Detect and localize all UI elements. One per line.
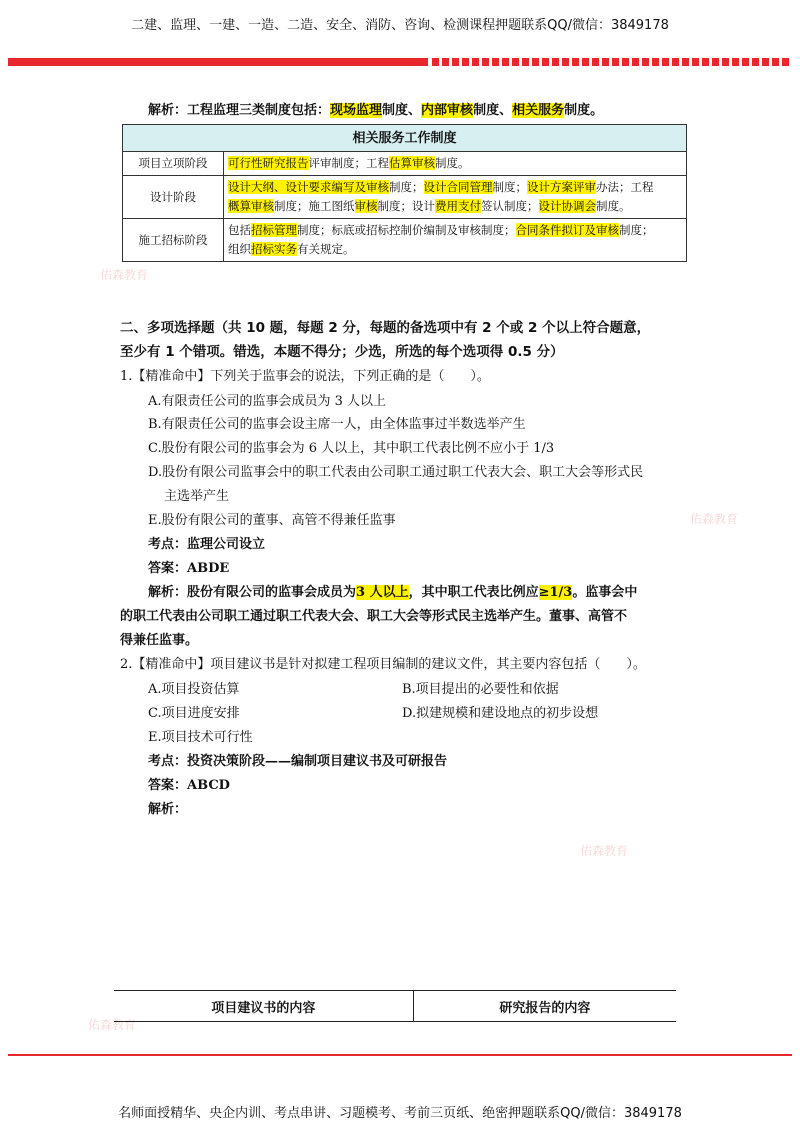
analysis-top: 解析：工程监理三类制度包括：现场监理制度、内部审核制度、相关服务制度。 xyxy=(148,103,604,118)
option-a: A.项目投资估算 xyxy=(148,682,240,697)
page-footer: 名师面授精华、央企内训、考点串讲、习题模考、考前三页纸、绝密押题联系QQ/微信：3849178 xyxy=(118,1106,682,1121)
row-content: 设计大纲、设计要求编写及审核制度；设计合同管理制度；设计方案评审办法；工程 概算审核制度；施工图纸审核制度；设计费用支付签认制度；设计协调会制度。 xyxy=(224,176,687,219)
analysis: 解析： xyxy=(148,802,188,817)
table-header-cell: 研究报告的内容 xyxy=(413,991,676,1022)
watermark-logo: 佑森教育 xyxy=(690,512,739,526)
row-label: 设计阶段 xyxy=(123,176,224,219)
table-row xyxy=(123,219,687,262)
row-label: 项目立项阶段 xyxy=(123,152,224,176)
answer: 答案：ABCD xyxy=(148,778,230,793)
question-stem: 2.【精准命中】项目建议书是针对拟建工程项目编制的建议文件，其主要内容包括（ ）。 xyxy=(120,657,646,672)
table-row xyxy=(123,152,687,176)
row-content: 可行性研究报告评审制度；工程估算审核制度。 xyxy=(224,152,687,176)
option-e: E.项目技术可行性 xyxy=(148,730,253,745)
table-title: 相关服务工作制度 xyxy=(123,125,687,152)
header-divider xyxy=(8,58,792,66)
row-label: 施工招标阶段 xyxy=(123,219,224,262)
option-d-cont: 主选举产生 xyxy=(164,489,230,504)
option-d: D.股份有限公司监事会中的职工代表由公司职工通过职工代表大会、职工大会等形式民 xyxy=(148,465,644,480)
watermark-logo: 佑森教育 xyxy=(580,844,629,858)
table-row xyxy=(123,176,687,219)
exam-point: 考点：监理公司设立 xyxy=(148,537,266,552)
option-c: C.股份有限公司的监事会为 6 人以上，其中职工代表比例不应小于 1/3 xyxy=(148,441,555,456)
row-content: 包括招标管理制度；标底或招标控制价编制及审核制度；合同条件拟订及审核制度； 组织招标实务有关规定。 xyxy=(224,219,687,262)
related-services-table xyxy=(122,124,687,262)
analysis-cont: 得兼任监事。 xyxy=(120,633,199,648)
option-b: B.有限责任公司的监事会设主席一人，由全体监事过半数选举产生 xyxy=(148,417,526,432)
page-header: 二建、监理、一建、一造、二造、安全、消防、咨询、检测课程押题联系QQ/微信：3849178 xyxy=(131,18,669,33)
comparison-table xyxy=(114,990,676,1022)
footer-divider xyxy=(8,1054,792,1062)
exam-point: 考点：投资决策阶段——编制项目建议书及可研报告 xyxy=(148,754,448,769)
question-stem: 1.【精准命中】下列关于监事会的说法，下列正确的是（ ）。 xyxy=(120,369,490,384)
option-c: C.项目进度安排 xyxy=(148,706,240,721)
option-a: A.有限责任公司的监事会成员为 3 人以上 xyxy=(148,394,387,409)
section-heading: 至少有 1 个错项。错选，本题不得分；少选，所选的每个选项得 0.5 分） xyxy=(120,344,564,360)
analysis: 解析：股份有限公司的监事会成员为3 人以上，其中职工代表比例应≥1/3。监事会中 xyxy=(148,585,638,600)
option-d: D.拟建规模和建设地点的初步设想 xyxy=(402,706,599,721)
option-b: B.项目提出的必要性和依据 xyxy=(402,682,559,697)
table-header-cell: 项目建议书的内容 xyxy=(114,991,413,1022)
analysis-cont: 的职工代表由公司职工通过职工代表大会、职工大会等形式民主选举产生。董事、高管不 xyxy=(120,609,628,624)
option-e: E.股份有限公司的董事、高管不得兼任监事 xyxy=(148,513,396,528)
watermark-logo: 佑森教育 xyxy=(88,1018,137,1032)
watermark-logo: 佑森教育 xyxy=(100,268,149,282)
answer: 答案：ABDE xyxy=(148,561,230,576)
section-heading: 二、多项选择题（共 10 题，每题 2 分，每题的备选项中有 2 个或 2 个以上符合题意， xyxy=(120,320,651,336)
